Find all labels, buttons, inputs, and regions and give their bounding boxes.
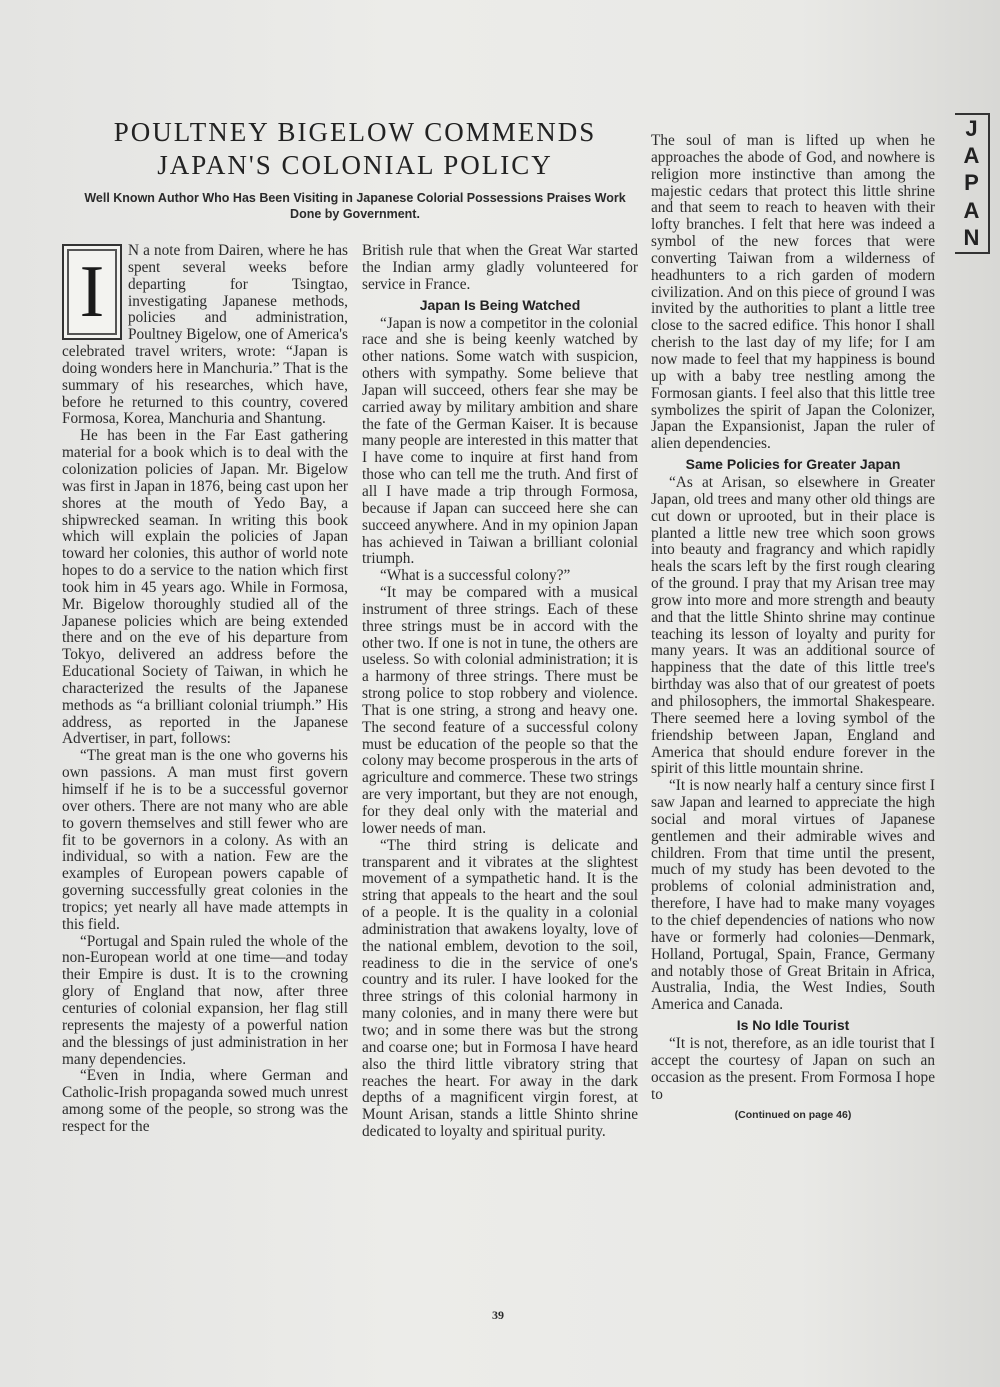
side-letter: A <box>963 197 980 223</box>
paragraph: The soul of man is lifted up when he approaches the abode of God, and nowhere is religion more instinctive than among the majestic cedars that protect this little shrine and that seem to reach to heaven with their lofty branches. I felt that here was indeed a symbol of the new forces that were converting Taiwan from a wilderness of headhunters to a rich garden of modern civilization. And on this piece of ground I was invited by the authorities to plant a little tree close to the sacred edifice. This honor I shall cherish to the last day of my life; for I am now made to feel that my happiness is bound up with a baby tree nestling among the Formosan giants. I feel also that this little tree symbolizes the spirit of Japan the Colonizer, Japan the Expansionist, Japan the ruler of alien dependencies. <box>651 132 935 453</box>
column-1 <box>62 243 348 1136</box>
title-line-2: JAPAN'S COLONIAL POLICY <box>157 150 553 180</box>
article-title <box>70 116 640 182</box>
section-heading: Same Policies for Greater Japan <box>685 456 901 473</box>
side-letter: A <box>963 143 980 169</box>
paragraph-text: N a note from Dairen, where he has spent several weeks before departing for Tsingtao, investigating Japanese methods, policies and administration, Poultney Bigelow, one of America's celebrated travel writers, wrote: “Japan is doing wonders here in Manchuria.” That is the summary of his researches, which have, before he returned to this country, covered Formosa, Korea, Manchuria and Shantung. <box>62 242 348 428</box>
page-number: 39 <box>492 1308 504 1322</box>
side-letter: J <box>965 115 978 141</box>
paragraph: “The third string is delicate and transparent and it vibrates at the slightest movement of a sympathetic hand. It is the string that appeals to the heart and the soul of a people. It is the quality in a colonial administration that awakens loyalty, love of the national emblem, devotion to the soil, readiness to die in the service of one's country and its ruler. I have looked for the three strings of this colonial harmony in many colonies, and in many there were but two; and in some there was but the strong and coarse one; but in Formosa I have heard also the third little vibratory string that reaches the heart. For away in the dark depths of a magnificent virgin forest, at Mount Arisan, stands a little Shinto shrine dedicated to loyalty and spiritual purity. <box>362 836 638 1141</box>
paragraph: “As at Arisan, so elsewhere in Greater Japan, old trees and many other old things are cut down or uprooted, but in their place is planted a little new tree which soon grows into beauty and fragrancy and which rapidly heals the scars left by the first rough clearing of the ground. I pray that my Arisan tree may grow into more and more strength and beauty and that the little Shinto shrine may continue teaching its lesson of loyalty and purity for many years. It was an additional source of happiness that the date of this little tree's birthday was also that of our greatest of poets and philosophers, the immortal Shakespeare. There seemed here a loving symbol of the friendship between Japan, England and America that should endure forever in the spirit of this little mountain shrine. <box>651 474 935 778</box>
paragraph: “Japan is now a competitor in the colonial race and she is being keenly watched by other nations. Some watch with suspicion, others with sympathy. Some believe that Japan will succeed, others fear she may be carried away by military ambition and share the fate of the German Kaiser. It is because many people are interested in this matter that I have come to inquire at first hand from those who can tell me the truth. And first of all I have made a trip through Formosa, because if Japan can succeed here she can succeed anywhere. And in my opinion Japan has achieved in Taiwan a brilliant colonial triumph. <box>362 314 638 568</box>
paragraph: “What is a successful colony?” <box>380 567 571 585</box>
paragraph: “Even in India, where German and Catholic-Irish propaganda sowed much unrest among some of the people, so strong was the respect for the <box>62 1067 348 1135</box>
section-heading: Japan Is Being Watched <box>419 296 581 313</box>
paragraph: British rule that when the Great War started the Indian army gladly volunteered for service in France. <box>362 242 638 293</box>
paragraph: “Portugal and Spain ruled the whole of the non-European world at one time—and today their Empire is dust. It is to the crowning glory of England that now, after three centuries of colonial expansion, her flag still represents the majesty of a powerful nation and the blessings of just administration in her many dependencies. <box>62 932 348 1068</box>
column-3 <box>651 133 935 1124</box>
side-letter: P <box>964 170 979 196</box>
column-2 <box>362 243 638 1141</box>
japan-side-tab <box>955 113 990 254</box>
title-line-1: POULTNEY BIGELOW COMMENDS <box>113 117 597 147</box>
paragraph: “It may be compared with a musical instrument of three strings. Each of these three strings must be in accord with the other two. If one is not in tune, the others are useless. So with colonial administration; it is a harmony of three strings. There must be strong police to stop robbery and violence. That is one string, a strong and heavy one. The second feature of a successful colony must be education of the people so that the colony may become prosperous in the arts of agriculture and commerce. These two strings are very important, but they are not enough, for they deal only with the material and lower needs of man. <box>362 584 638 837</box>
paragraph <box>62 243 348 428</box>
drop-cap-initial: I <box>62 244 122 340</box>
paragraph: “It is not, therefore, as an idle tourist that I accept the courtesy of Japan on such an occasion as the present. From Formosa I hope to <box>651 1035 935 1103</box>
paragraph: “The great man is the one who governs his own passions. A man must first govern himself if he is to be a successful governor over others. There are not many who are able to govern themselves and still fewer who are fit to be governors in a colony. As with an individual, so with a nation. Few are the examples of European powers capable of governing successfully great colonies in the tropics; yet nearly all have made attempts in this field. <box>62 747 348 933</box>
paragraph: He has been in the Far East gathering material for a book which is to deal with the colonization policies of Japan. Mr. Bigelow was first in Japan in 1876, being cast upon her shores at the mouth of Yedo Bay, a shipwrecked seaman. In writing this book which will explain the policies of Japan toward her colonies, this author of world note hopes to do a service to the nation which first took him in 45 years ago. While in Formosa, Mr. Bigelow thoroughly studied all of the Japanese policies which are being extended there and on the eve of his departure from Tokyo, delivered an address before the Educational Society of Taiwan, in which he characterized the results of the Japanese methods as “a brilliant colonial triumph.” His address, as reported in the Japanese Advertiser, in part, follows: <box>62 427 348 748</box>
article-subtitle: Well Known Author Who Has Been Visiting in Japanese Colorial Possessions Praises Work Done by Government. <box>84 191 626 221</box>
continued-note: (Continued on page 46) <box>734 1109 852 1122</box>
side-letter: N <box>963 225 980 251</box>
section-heading: Is No Idle Tourist <box>736 1017 850 1034</box>
paragraph: “It is now nearly half a century since first I saw Japan and learned to appreciate the high social and moral virtues of Japanese gentlemen and their admirable wives and children. From that time until the present, much of my study has been devoted to the problems of colonial administration and, therefore, I have had to make many voyages to the chief dependencies of nations who now have or formerly had colonies—Denmark, Holland, Portugal, Spain, France, Germany and notably those of Great Britain in Africa, Australia, India, the West Indies, South America and Canada. <box>651 777 935 1014</box>
